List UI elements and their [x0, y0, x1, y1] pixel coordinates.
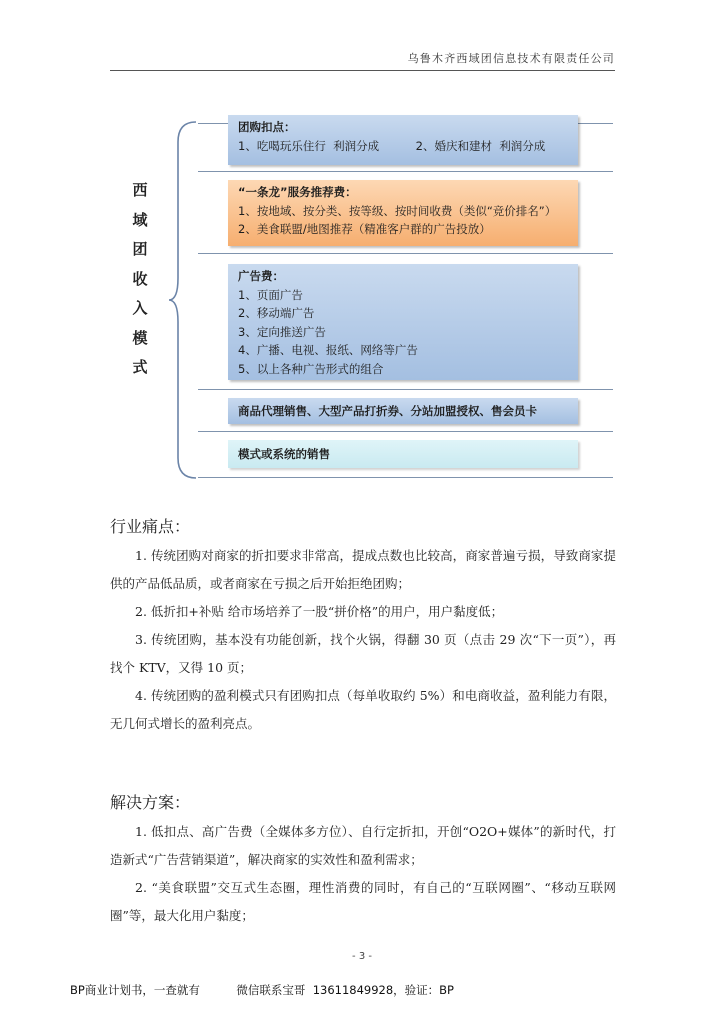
title-char: 域: [132, 210, 148, 229]
title-char: 式: [132, 358, 148, 376]
box-title: 团购扣点：: [238, 120, 296, 134]
header-divider: [110, 70, 615, 71]
box-line: 2、移动端广告: [238, 306, 315, 320]
box-line: 5、以上各种广告形式的组合: [238, 361, 384, 376]
service-recommend-fee-box: [228, 180, 578, 246]
box-line: 4、广播、电视、报纸、网络等广告: [238, 343, 418, 357]
box-line: 3、定向推送广告: [238, 324, 326, 339]
box-title: 模式或系统的销售: [238, 447, 330, 461]
system-sales-box: [228, 440, 578, 468]
title-char: 收: [132, 269, 148, 288]
solution-item: 2. “美食联盟”交互式生态圈，理性消费的同时，有自己的“互联网圈”、“移动互联网圈”等，最大化用户黏度；: [110, 880, 616, 923]
pain-point-item: 4. 传统团购的盈利模式只有团购扣点（每单收取约 5%）和电商收益，盈利能力有限，无几何式增长的盈利亮点。: [110, 688, 616, 731]
title-char: 模: [132, 328, 148, 347]
box-line: 1、页面广告: [238, 287, 303, 302]
box-title: “一条龙”服务推荐费：: [238, 185, 357, 199]
box-title: 广告费：: [238, 269, 284, 283]
pain-point-item: 1. 传统团购对商家的折扣要求非常高，提成点数也比较高，商家普遍亏损，导致商家提供的产品低品质，或者商家在亏损之后开始拒绝团购；: [110, 548, 616, 591]
separator-line: [198, 431, 613, 432]
box-line: 2、美食联盟/地图推荐（精准客户群的广告投放）: [238, 222, 491, 236]
pain-point-item: 3. 传统团购，基本没有功能创新，找个火锅，得翻 30 页（点击 29 次“下一页”），再找个 KTV，又得 10 页；: [110, 632, 616, 675]
product-agency-box: [228, 398, 578, 424]
separator-line: [198, 253, 613, 254]
separator-line: [198, 389, 613, 390]
title-char: 入: [132, 299, 148, 317]
company-header: 乌鲁木齐西域团信息技术有限责任公司: [407, 52, 615, 65]
title-char: 西: [132, 181, 148, 199]
revenue-model-title: [128, 176, 152, 383]
box-line: 1、按地域、按分类、按等级、按时间收费（类似“竞价排名”）: [238, 203, 557, 218]
group-buy-commission-box: [228, 115, 578, 165]
box-line: 1、吃喝玩乐住行 利润分成 2、婚庆和建材 利润分成: [238, 138, 546, 153]
advertising-fee-box: [228, 264, 578, 380]
pain-point-item: 2. 低折扣+补贴 给市场培养了一股“拼价格”的用户，用户黏度低；: [135, 604, 504, 619]
page-number: - 3 -: [352, 951, 372, 962]
box-title: 商品代理销售、大型产品打折券、分站加盟授权、售会员卡: [238, 404, 537, 418]
title-char: 团: [132, 240, 148, 258]
solutions-title: 解决方案：: [110, 793, 191, 812]
separator-line: [198, 477, 613, 478]
separator-line: [198, 171, 613, 172]
brace-icon: [168, 120, 198, 480]
pain-points-title: 行业痛点：: [110, 517, 191, 536]
solution-item: 1. 低扣点、高广告费（全媒体多方位）、自行定折扣，开创“O2O+媒体”的新时代，打造新式“广告营销渠道”，解决商家的实效性和盈利需求；: [110, 824, 616, 867]
footer-note: BP商业计划书，一查就有 微信联系宝哥 13611849928，验证：BP: [70, 983, 454, 997]
